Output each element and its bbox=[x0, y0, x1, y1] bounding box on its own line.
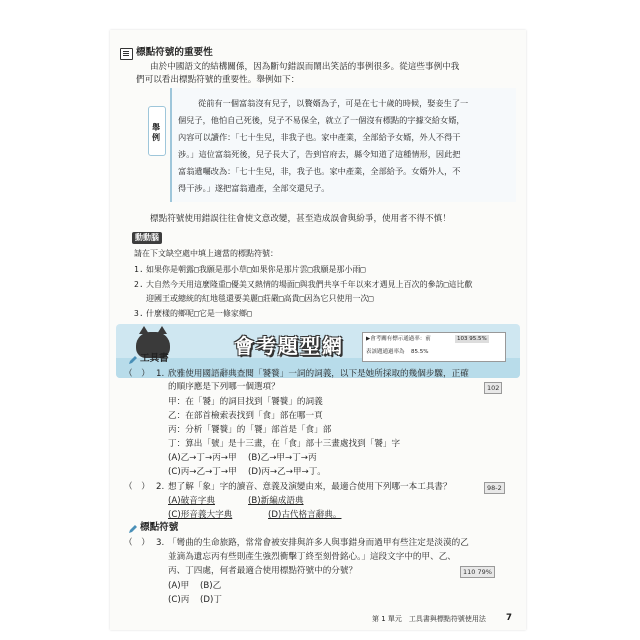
q1-option-d[interactable]: (D)丙→乙→甲→丁。 bbox=[248, 467, 326, 477]
q1-option-c[interactable]: (C)丙→乙→丁→甲 bbox=[168, 467, 237, 477]
q3-line3: 丙、丁四處，何者最適合使用標點符號中的分號？ bbox=[168, 566, 358, 576]
activity-item: 大自然今天用這麼隆重□優美又熱情的場面□與我們共享千年以來才遇見上百次的參訪□這比歡 bbox=[146, 280, 473, 289]
activity-item: 什麼樣的鄉呢□它是一條家鄉□ bbox=[146, 309, 252, 318]
banner-title: 會考題型網 bbox=[234, 334, 344, 358]
example-line: 從前有一個富翁沒有兒子，以贅婿為子，可是在七十歲的時候，娶妾生了一 bbox=[198, 98, 469, 108]
q2-paren[interactable]: （ ） bbox=[124, 482, 150, 492]
stat1-label: ▶會考關有標示通過率：前 bbox=[366, 336, 431, 342]
group1-title: 工具書 bbox=[140, 353, 169, 364]
q2-number: 2. bbox=[156, 482, 165, 492]
activity-item: 迎國王或總統的紅地毯還要美麗□莊嚴□高貴□因為它只使用一次□ bbox=[146, 294, 374, 303]
activity-badge: 動動腦 bbox=[132, 232, 162, 244]
activity-item-num: 1. bbox=[134, 265, 144, 274]
q1-step: 丙：分析「饕餮」的「饕」部首是「食」部 bbox=[168, 425, 332, 435]
section-title: 標點符號的重要性 bbox=[136, 47, 213, 58]
intro-line-1: 由於中國語文的結構關係，因為斷句錯誤而鬧出笑話的事例很多。從這些事例中我 bbox=[150, 62, 460, 72]
activity-item-num: 3. bbox=[134, 309, 144, 318]
example-line: 個兒子，他怕自己死後，兒子不易保全，就立了一個沒有標點的字據交給女婿， bbox=[178, 115, 465, 125]
q1-step: 甲：在「饕」的詞目找到「饕餮」的詞義 bbox=[168, 397, 323, 407]
q2-option-d[interactable]: (D)古代格言辭典。 bbox=[268, 510, 342, 520]
activity-instruction: 請在下文缺空處中填上適當的標點符號： bbox=[134, 249, 278, 258]
page-number: 7 bbox=[506, 613, 512, 623]
group2-title: 標點符號 bbox=[140, 522, 179, 533]
footer-unit: 第 1 單元 工具書與標點符號使用法 bbox=[372, 615, 486, 623]
q2-option-a[interactable]: (A)破音字典 bbox=[168, 496, 215, 506]
q2-option-c[interactable]: (C)形音義大字典 bbox=[168, 510, 233, 520]
pencil-icon bbox=[128, 355, 138, 365]
q1-line2: 的順序應是下列哪一個選項？ bbox=[168, 382, 280, 392]
example-line: 富翁遺囑改為：「七十生兒，非，我子也。家中產業，全部給予。女婿外人，不 bbox=[178, 166, 461, 176]
q1-code-badge: 102 bbox=[484, 382, 502, 394]
pass-rate-legend bbox=[362, 332, 506, 362]
q1-step: 乙：在部首檢索表找到「食」部在哪一頁 bbox=[168, 411, 323, 421]
q1-paren[interactable]: （ ） bbox=[124, 369, 150, 379]
stat2-label: 表該題通過率為 bbox=[366, 349, 405, 355]
q1-option-b[interactable]: (B)乙→甲→丁→丙 bbox=[248, 453, 317, 463]
pencil-icon bbox=[128, 524, 138, 534]
stat2-value: 85.5% bbox=[411, 349, 429, 355]
q3-line2: 並滴為遺忘丙有些則產生強烈衝擊丁終至刻骨銘心。」這段文字中的甲、乙、 bbox=[168, 552, 456, 562]
q3-option-b[interactable]: (B)乙 bbox=[200, 581, 222, 591]
example-line: 涉。」這位富翁死後，兒子長大了，告到官府去，縣令知道了這種情形，因此把 bbox=[178, 149, 461, 159]
q1-step: 丁：算出「號」是十三畫，在「食」部十三畫處找到「饕」字 bbox=[168, 439, 401, 449]
book-icon bbox=[120, 48, 133, 60]
q3-code-badge: 110 79% bbox=[460, 566, 495, 578]
q3-option-a[interactable]: (A)甲 bbox=[168, 581, 190, 591]
q3-number: 3. bbox=[156, 538, 165, 548]
stat1-value: 103 95.5% bbox=[457, 336, 487, 342]
q1-number: 1. bbox=[156, 369, 165, 379]
q2-text: 想了解「象」字的讀音、意義及演變由來，最適合使用下列哪一本工具書？ bbox=[168, 482, 452, 492]
example-tab-label: 舉例 bbox=[152, 123, 160, 142]
activity-item-num: 2. bbox=[134, 280, 144, 289]
textbook-page bbox=[110, 30, 526, 630]
conclusion-text: 標點符號使用錯誤往往會使文意改變，甚至造成誤會與紛爭，使用者不得不慎！ bbox=[150, 214, 451, 224]
q3-option-c[interactable]: (C)丙 bbox=[168, 595, 190, 605]
example-line: 得干涉。」遂把富翁遺產，全部交還兒子。 bbox=[178, 183, 330, 193]
example-tab bbox=[148, 106, 166, 156]
q1-option-a[interactable]: (A)乙→丁→丙→甲 bbox=[168, 453, 237, 463]
q3-line1: 「彎曲的生命旅路，常常會被安排與許多人與事錯身而過甲有些注定是淡漠的乙 bbox=[168, 538, 469, 548]
q3-paren[interactable]: （ ） bbox=[124, 538, 150, 548]
intro-line-2: 們可以看出標點符號的重要性。舉例如下： bbox=[136, 75, 300, 85]
q3-option-d[interactable]: (D)丁 bbox=[200, 595, 222, 605]
q1-line1: 欣雅使用國語辭典查閱「饕餮」一詞的詞義，以下是她所採取的幾個步驟，正確 bbox=[168, 369, 469, 379]
q2-option-b[interactable]: (B)新編成語典 bbox=[248, 496, 304, 506]
q2-code-badge: 98-2 bbox=[484, 482, 505, 494]
activity-item: 如果你是朝露□我願是那小草□如果你是那片雲□我願是那小雨□ bbox=[146, 265, 366, 274]
example-line: 內容可以讀作：「七十生兒，非我子也。家中產業，全部給予女婿，外人不得干 bbox=[178, 132, 461, 142]
